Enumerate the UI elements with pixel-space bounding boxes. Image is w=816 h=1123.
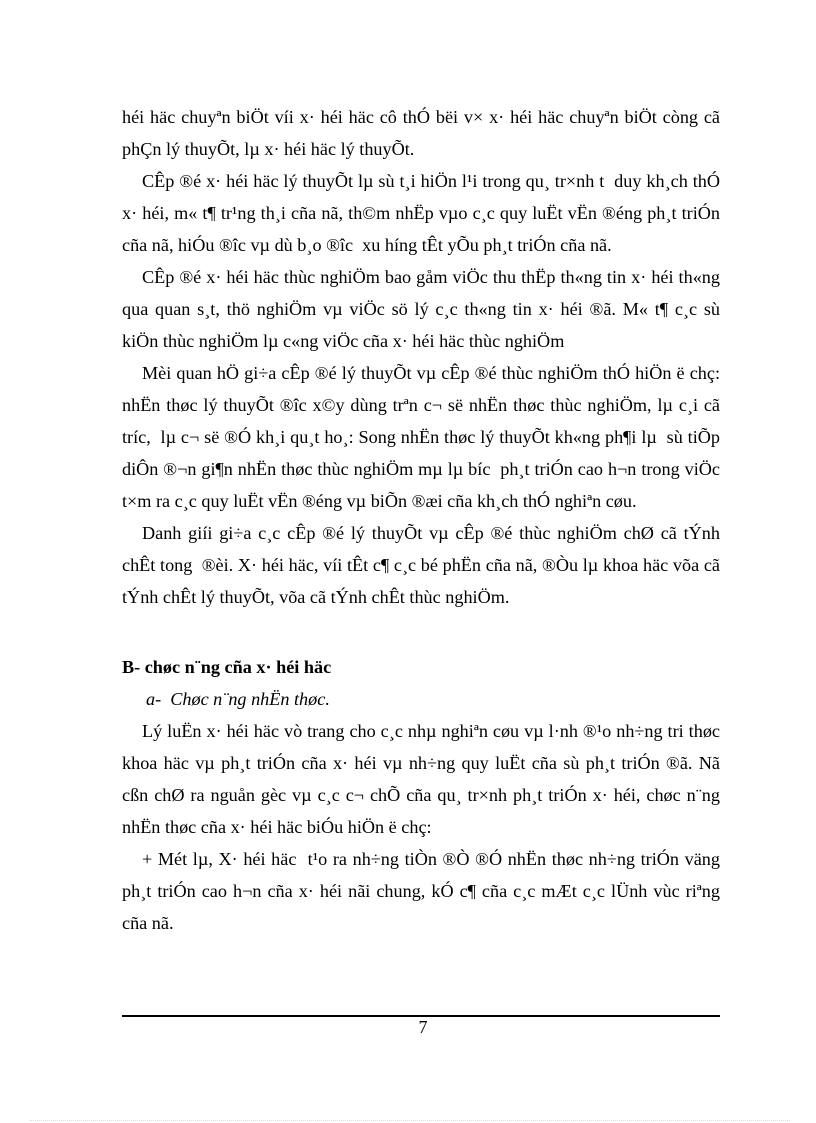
paragraph-1: héi häc chuyªn biÖt víi x· héi häc cô thÓ bëi v× x· héi häc chuyªn biÖt còng cã phÇn lý thuyÕt, lµ x· héi häc lý thuyÕt. [122,107,720,159]
paragraph-5: Danh giíi gi÷a c¸c cÊp ®é lý thuyÕt vµ cÊp ®é thùc nghiÖm chØ cã tÝnh chÊt tong ®èi. X· héi häc, víi tÊt c¶ c¸c bé phËn cña nã, ®Òu lµ khoa häc võa cã tÝnh chÊt lý thuyÕt, võa cã tÝnh chÊt thùc nghiÖm. [122,523,720,607]
section-paragraph-2: + Mét lµ, X· héi häc t¹o ra nh÷ng tiÒn ®Ò ®Ó nhËn thøc nh÷ng triÓn väng ph¸t triÓn cao h¬n cña x· héi nãi chung, kÓ c¶ cña c¸c mÆt c¸c lÜnh vùc riªng cña nã. [122,849,720,933]
section-subheading: a- Chøc n¨ng nhËn thøc. [146,689,330,709]
paragraph-2: CÊp ®é x· héi häc lý thuyÕt lµ sù t¸i hiÖn l¹i trong qu¸ tr×nh t duy kh¸ch thÓ x· héi, m« t¶ tr¹ng th¸i cña nã, th©m nhËp vµo c¸c quy luËt vËn ®éng ph¸t triÓn cña nã, hiÓu ®îc vµ dù b¸o ®îc xu híng tÊt yÕu ph¸t triÓn cña nã. [122,171,720,255]
page-edge-divider [30,1120,790,1121]
section-heading: B- chøc n¨ng cña x· héi häc [122,657,332,677]
page-number: 7 [418,1017,428,1037]
section-paragraph-1: Lý luËn x· héi häc vò trang cho c¸c nhµ nghiªn cøu vµ l·nh ®¹o nh÷ng tri thøc khoa häc vµ ph¸t triÓn cña x· héi vµ nh÷ng quy luËt cña sù ph¸t triÓn ®ã. Nã cßn chØ ra nguån gèc vµ c¸c c¬ chÕ cña qu¸ tr×nh ph¸t triÓn x· héi, chøc n¨ng nhËn thøc cña x· héi häc biÓu hiÖn ë chç: [122,721,720,837]
page-content [122,101,720,939]
paragraph-4: Mèi quan hÖ gi÷a cÊp ®é lý thuyÕt vµ cÊp ®é thùc nghiÖm thÓ hiÖn ë chç: nhËn thøc lý thuyÕt ®îc x©y dùng trªn c¬ së nhËn thøc thùc nghiÖm, lµ c¸i cã tríc, lµ c¬ së ®Ó kh¸i qu¸t ho¸: Song nhËn thøc lý thuyÕt kh«ng ph¶i lµ sù tiÕp diÔn ®¬n gi¶n nhËn thøc thùc nghiÖm mµ lµ bíc ph¸t triÓn cao h¬n trong viÖc t×m ra c¸c quy luËt vËn ®éng vµ biÕn ®æi cña kh¸ch thÓ nghiªn cøu. [122,363,720,511]
paragraph-3: CÊp ®é x· héi häc thùc nghiÖm bao gåm viÖc thu thËp th«ng tin x· héi th«ng qua quan s¸t, thö nghiÖm vµ viÖc sö lý c¸c th«ng tin x· héi ®ã. M« t¶ c¸c sù kiÖn thùc nghiÖm lµ c«ng viÖc cña x· héi häc thùc nghiÖm [122,267,720,351]
